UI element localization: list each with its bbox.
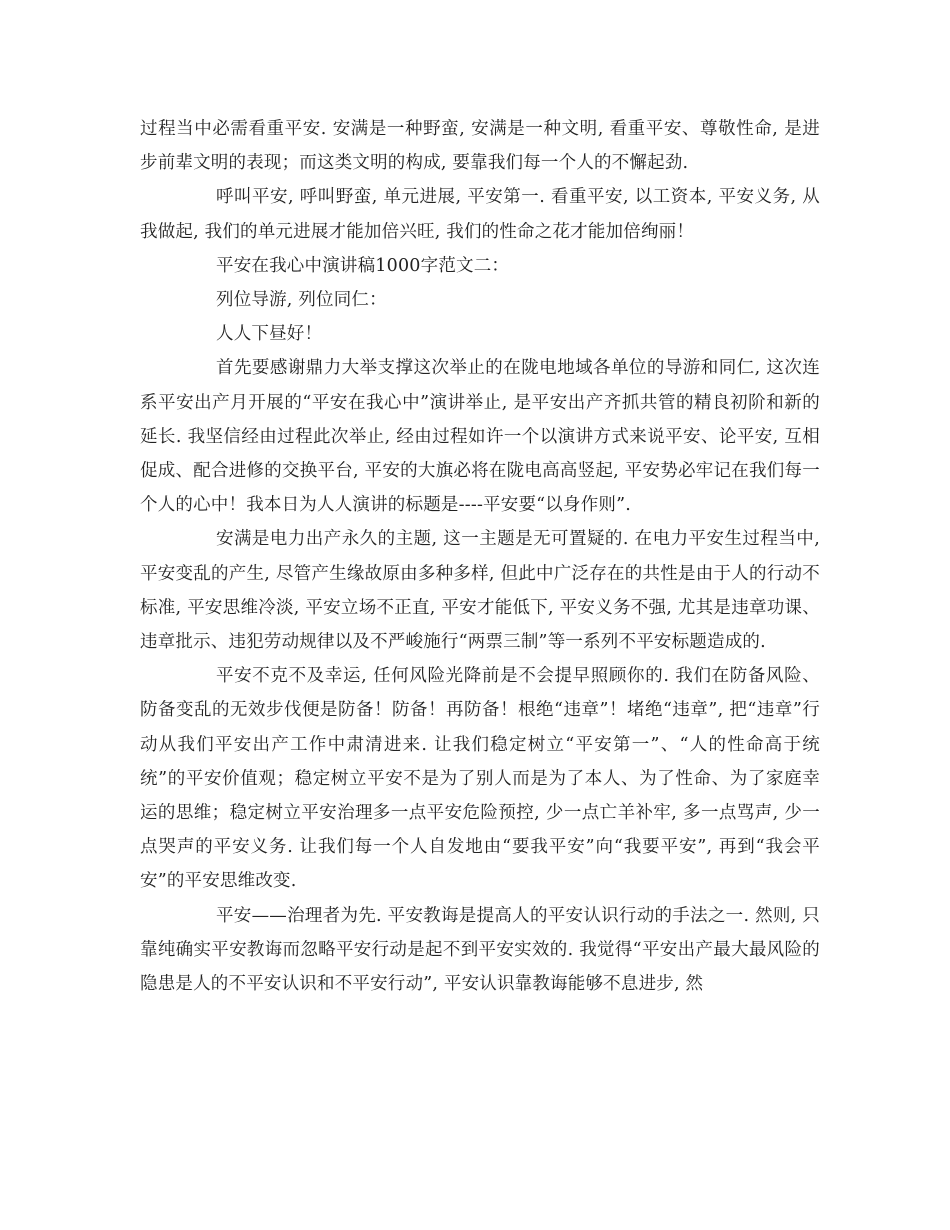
salutation: 列位导游, 列位同仁： (216, 290, 387, 311)
section-heading: 平安在我心中演讲稿1000字范文二： (216, 255, 510, 276)
paragraph-6: 首先要感谢鼎力大举支撑这次举止的在陇电地域各单位的导游和同仁, 这次连系平安出产月开展的“平安在我心中”演讲举止, 是平安出产齐抓共管的精良初阶和新的延长. 我坚信经由过程此次举止, 经由过程如许一个以演讲方式来说平安、论平安, 互相促成、配合进修的交换平台, 平安的大旗必将在陇电高高竖起, 平安势必牢记在我们每一个人的心中！我本日为人人演讲的标题是----平安要“以身作则”. (140, 358, 820, 516)
paragraph-2: 呼叫平安, 呼叫野蛮, 单元进展, 平安第一. 看重平安, 以工资本, 平安义务, 从我做起, 我们的单元进展才能加倍兴旺, 我们的性命之花才能加倍绚丽！ (140, 187, 820, 242)
paragraph-8: 平安不克不及幸运, 任何风险光降前是不会提早照顾你的. 我们在防备风险、防备变乱的无效步伐便是防备！防备！再防备！根绝“违章”！堵绝“违章”, 把“违章”行动从我们平安出产工作中肃清进来. 让我们稳定树立“平安第一”、“人的性命高于统统”的平安价值观；稳定树立平安不是为了别人而是为了本人、为了性命、为了家庭幸运的思维；稳定树立平安治理多一点平安危险预控, 少一点亡羊补牢, 多一点骂声, 少一点哭声的平安义务. 让我们每一个人自发地由“要我平安”向“我要平安”, 再到“我会平安”的平安思维改变. (140, 666, 820, 892)
greeting: 人人下昼好！ (216, 324, 323, 345)
document-body (140, 112, 820, 1001)
paragraph-9: 平安——治理者为先. 平安教诲是提高人的平安认识行动的手法之一. 然则, 只靠纯确实平安教诲而忽略平安行动是起不到平安实效的. 我觉得“平安出产最大最风险的隐患是人的不平安认识和不平安行动”, 平安认识靠教诲能够不息进步, 然 (140, 905, 820, 995)
paragraph-7: 安满是电力出产永久的主题, 这一主题是无可置疑的. 在电力平安生过程当中, 平安变乱的产生, 尽管产生缘故原由多种多样, 但此中广泛存在的共性是由于人的行动不标准, 平安思维冷淡, 平安立场不正直, 平安才能低下, 平安义务不强, 尤其是违章功课、违章批示、违犯劳动规律以及不严峻施行“两票三制”等一系列不平安标题造成的. (140, 529, 820, 653)
paragraph-1: 过程当中必需看重平安. 安满是一种野蛮, 安满是一种文明, 看重平安、尊敬性命, 是进步前辈文明的表现；而这类文明的构成, 要靠我们每一个人的不懈起劲. (140, 119, 820, 174)
